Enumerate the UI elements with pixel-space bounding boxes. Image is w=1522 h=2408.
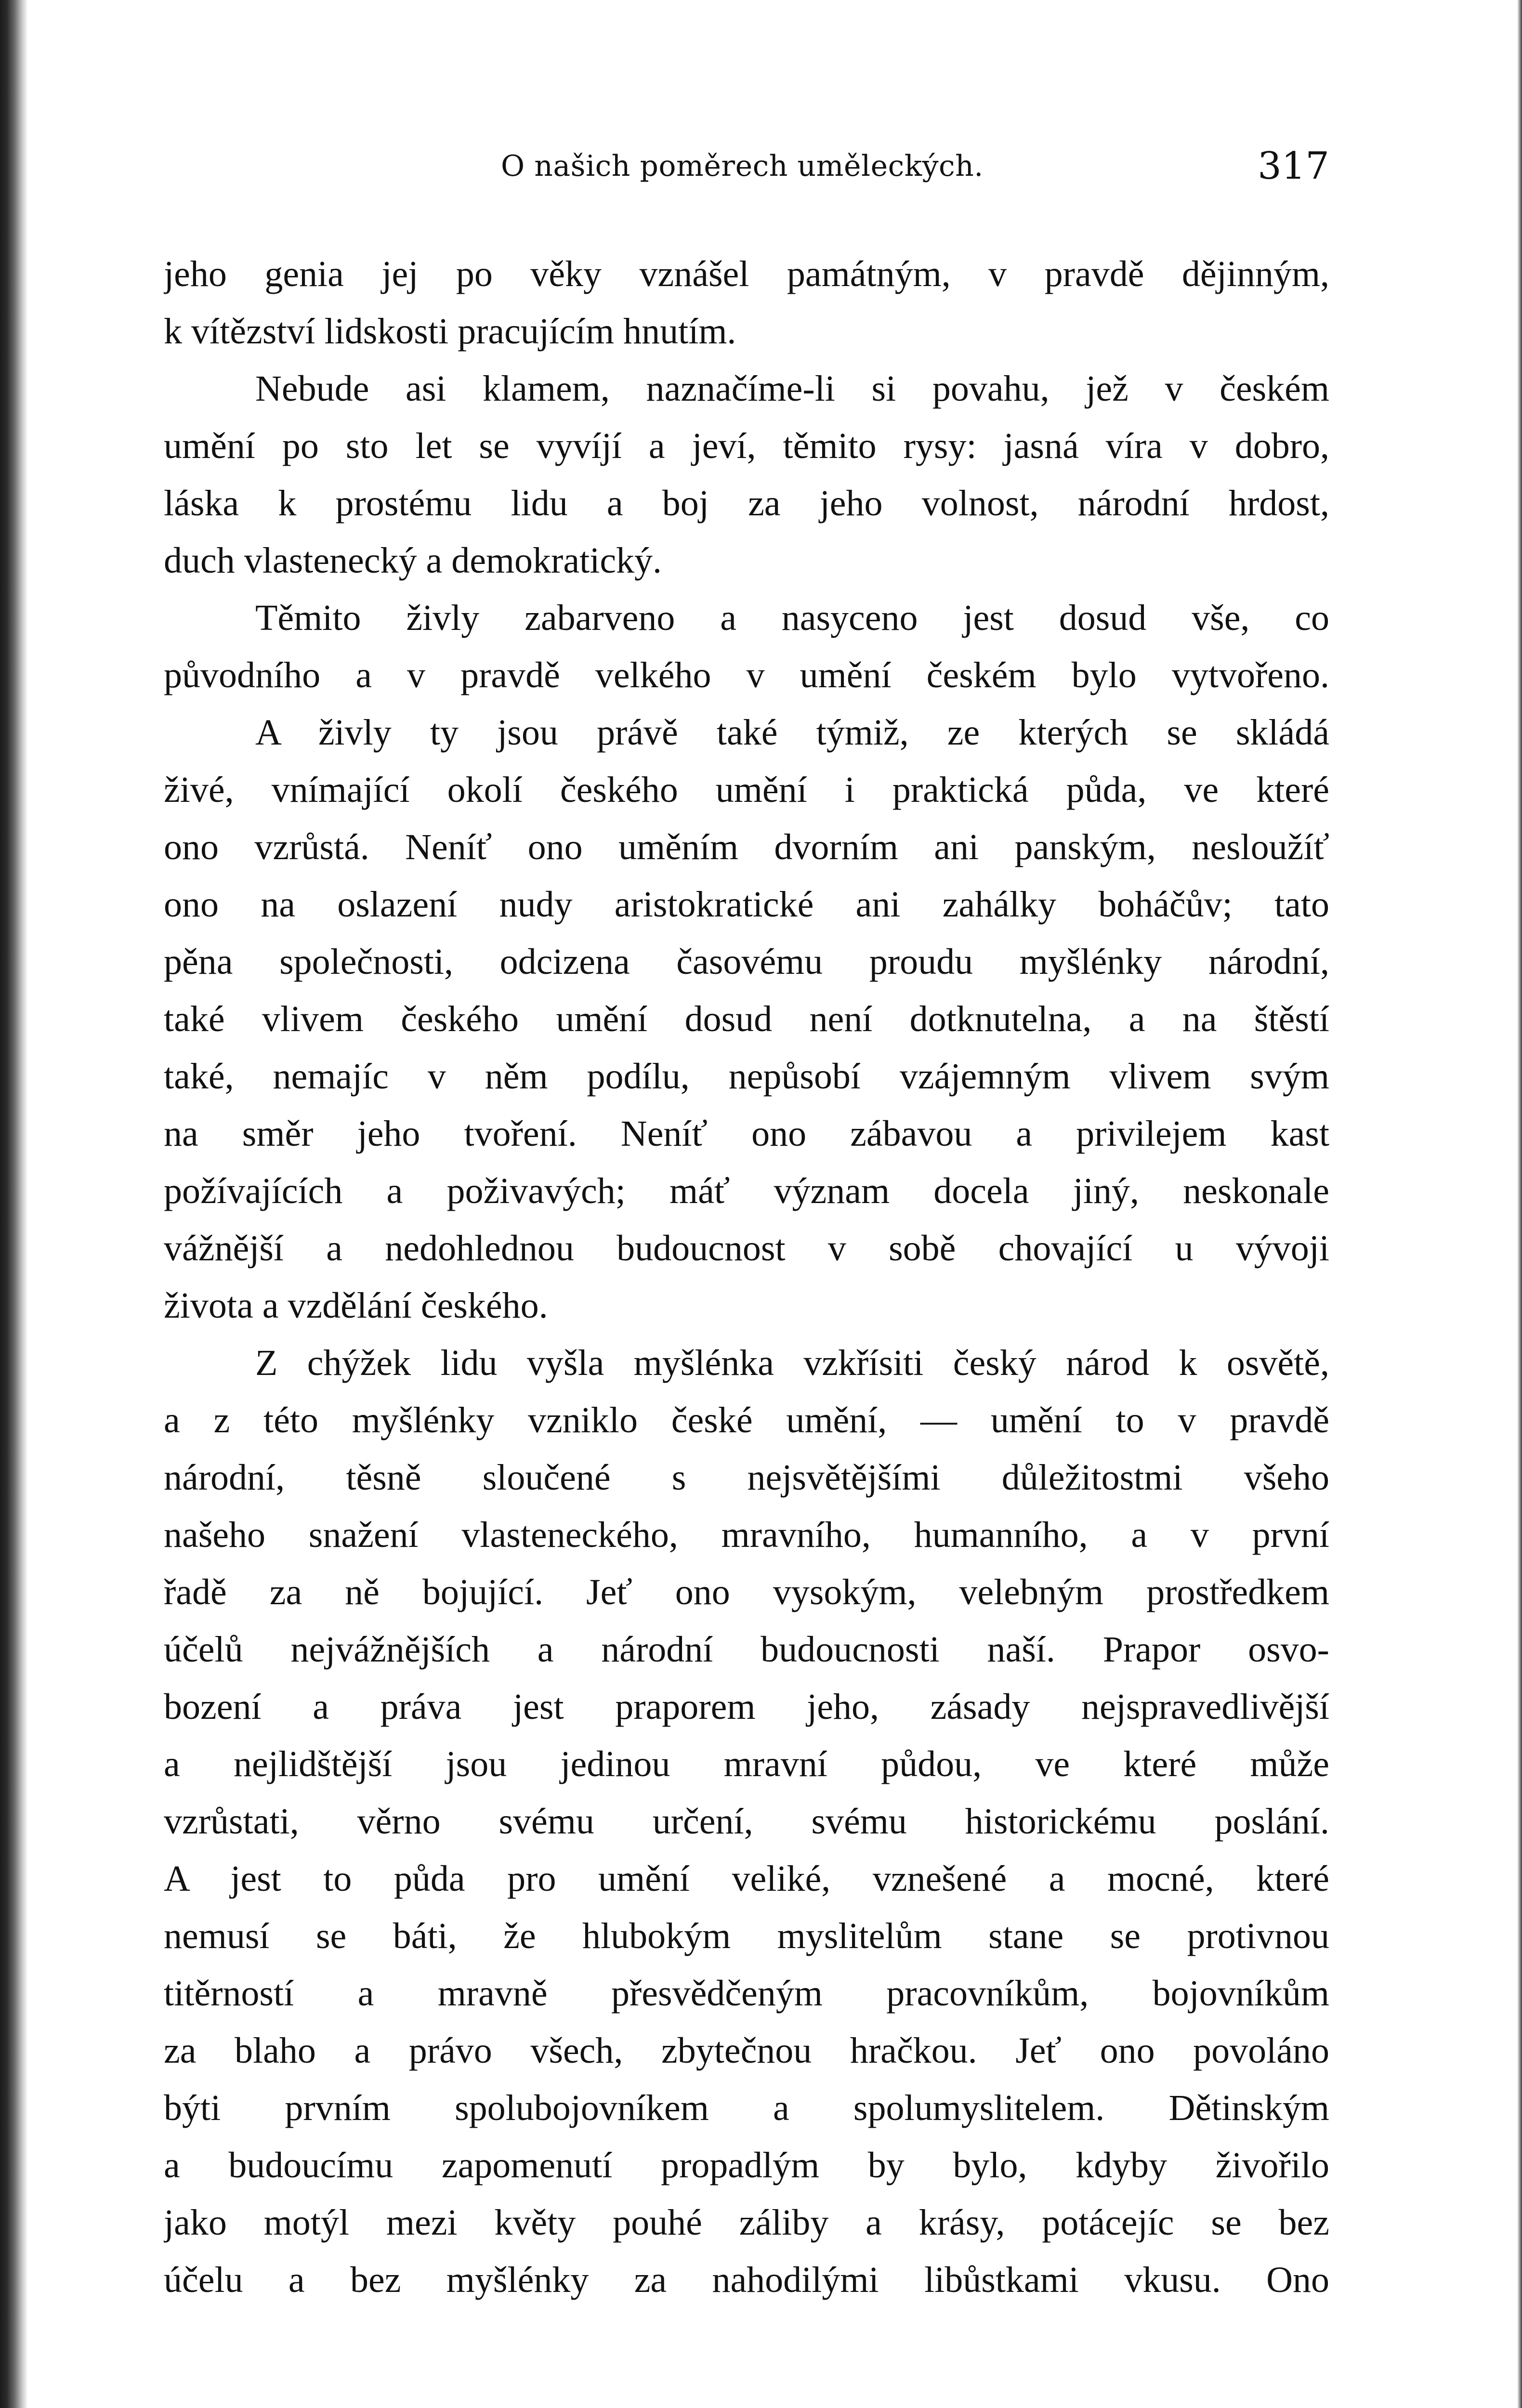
text-line: bození a práva jest praporem jeho, zásady nejspravedlivější (164, 1687, 1329, 1727)
text-line: býti prvním spolubojovníkem a spolumyslitelem. Dětinským (164, 2088, 1329, 2128)
text-line: Z chýžek lidu vyšla myšlénka vzkřísiti český národ k osvětě, (255, 1343, 1329, 1383)
text-line: požívajících a poživavých; máť význam docela jiný, neskonale (164, 1171, 1329, 1211)
text-line: účelů nejvážnějších a národní budoucnosti naší. Prapor osvo- (164, 1629, 1329, 1670)
page-number: 317 (1258, 144, 1329, 188)
text-line: také vlivem českého umění dosud není dotknutelna, a na štěstí (164, 999, 1329, 1039)
page-edge (1517, 0, 1522, 2408)
text-line: živé, vnímající okolí českého umění i praktická půda, ve které (164, 770, 1329, 810)
text-line: za blaho a právo všech, zbytečnou hračkou. Jeť ono povoláno (164, 2030, 1329, 2071)
text-line: účelu a bez myšlénky za nahodilými libůstkami vkusu. Ono (164, 2260, 1329, 2300)
text-line: a z této myšlénky vzniklo české umění, — umění to v pravdě (164, 1400, 1329, 1440)
text-line: řadě za ně bojující. Jeť ono vysokým, velebným prostředkem (164, 1572, 1329, 1612)
text-line: láska k prostému lidu a boj za jeho volnost, národní hrdost, (164, 483, 1329, 523)
body-text (164, 246, 1329, 2309)
text-line: A jest to půda pro umění veliké, vznešené a mocné, které (164, 1858, 1329, 1899)
text-line: národní, těsně sloučené s nejsvětějšími důležitostmi všeho (164, 1457, 1329, 1498)
text-line: titěrností a mravně přesvědčeným pracovníkům, bojovníkům (164, 1973, 1329, 2014)
text-line: umění po sto let se vyvíjí a jeví, těmito rysy: jasná víra v dobro, (164, 426, 1329, 466)
text-line: Nebude asi klamem, naznačíme-li si povahu, jež v českém (255, 368, 1329, 409)
text-line: jeho genia jej po věky vznášel památným, v pravdě dějinným, (164, 254, 1329, 294)
text-line: našeho snažení vlasteneckého, mravního, humanního, a v první (164, 1515, 1329, 1555)
text-line: na směr jeho tvoření. Neníť ono zábavou a privilejem kast (164, 1113, 1329, 1154)
text-line: a budoucímu zapomenutí propadlým by bylo, kdyby živořilo (164, 2145, 1329, 2186)
text-line: také, nemajíc v něm podílu, nepůsobí vzájemným vlivem svým (164, 1056, 1329, 1097)
page-header (164, 144, 1329, 197)
text-line: duch vlastenecký a demokratický. (164, 540, 662, 581)
binding-shadow (0, 0, 28, 2408)
text-line: A živly ty jsou právě také týmiž, ze kterých se skládá (255, 712, 1329, 753)
text-line: života a vzdělání českého. (164, 1285, 548, 1326)
text-line: ono vzrůstá. Neníť ono uměním dvorním ani panským, nesloužíť (164, 827, 1329, 867)
text-line: vážnější a nedohlednou budoucnost v sobě chovající u vývoji (164, 1228, 1329, 1269)
text-line: a nejlidštější jsou jedinou mravní půdou, ve které může (164, 1744, 1329, 1784)
text-line: vzrůstati, věrno svému určení, svému historickému poslání. (164, 1801, 1329, 1842)
text-line: původního a v pravdě velkého v umění českém bylo vytvořeno. (164, 655, 1329, 695)
running-title: O našich poměrech uměleckých. (501, 149, 984, 183)
text-line: pěna společnosti, odcizena časovému proudu myšlénky národní, (164, 942, 1329, 982)
text-line: nemusí se báti, že hlubokým myslitelům stane se protivnou (164, 1916, 1329, 1956)
text-line: Těmito živly zabarveno a nasyceno jest dosud vše, co (255, 598, 1329, 638)
text-line: jako motýl mezi květy pouhé záliby a krásy, potácejíc se bez (164, 2202, 1329, 2243)
text-line: ono na oslazení nudy aristokratické ani zahálky boháčův; tato (164, 884, 1329, 925)
text-line: k vítězství lidskosti pracujícím hnutím. (164, 311, 736, 352)
